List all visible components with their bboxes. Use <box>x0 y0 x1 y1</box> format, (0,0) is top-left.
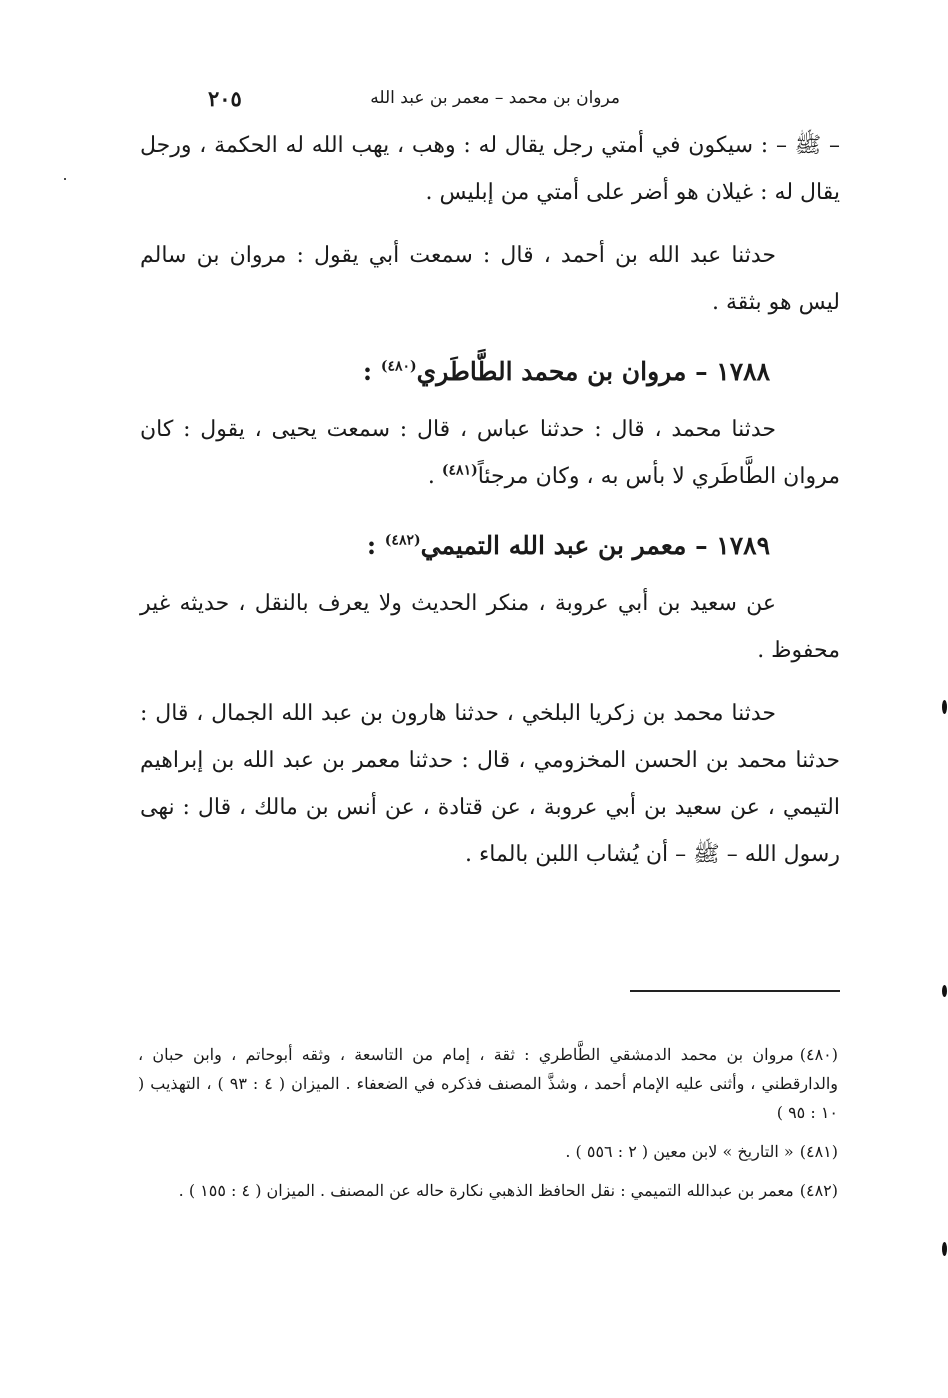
footnote-481 <box>138 1137 838 1166</box>
paragraph-hadith: حدثنا محمد بن زكريا البلخي ، حدثنا هارون بن عبد الله الجمال ، قال : حدثنا محمد بن الحسن المخزومي ، قال : حدثنا معمر بن عبد الله بن إبراهيم التيمي ، عن سعيد بن أبي عروبة ، عن قتادة ، عن أنس بن مالك ، قال : نهى رسول الله – ﷺ – أن يُشاب اللبن بالماء . <box>140 701 841 867</box>
footnote-marker: (٤٨٠) <box>799 1045 838 1064</box>
entry-heading-1789 <box>140 522 840 570</box>
entry-name: معمر بن عبد الله التميمي <box>420 531 687 560</box>
footnotes <box>138 1040 838 1215</box>
paragraph-text: حدثنا محمد ، قال : حدثنا عباس ، قال : سمعت يحيى ، يقول : كان مروان الطَّاطَري لا بأس به ، وكان مرجئاً <box>140 417 840 489</box>
footnote-480 <box>138 1040 838 1127</box>
footnote-separator <box>630 990 840 992</box>
running-title: مروان بن محمد – معمر بن عبد الله <box>370 88 620 108</box>
footnote-ref: (٤٨٠) <box>380 358 417 375</box>
entry-number: ١٧٨٨ <box>716 357 770 386</box>
scan-speck <box>64 178 66 180</box>
footnote-ref: (٤٨١) <box>441 462 478 479</box>
entry-heading-1788 <box>140 348 840 396</box>
entry-dash: – <box>695 531 708 560</box>
entry-colon: : <box>362 357 373 386</box>
scan-speck <box>942 985 947 997</box>
paragraph-narration: حدثنا عبد الله بن أحمد ، قال : سمعت أبي يقول : مروان بن سالم ليس هو بثقة . <box>140 243 840 315</box>
footnote-text: معمر بن عبدالله التميمي : نقل الحافظ الذهبي نكارة حاله عن المصنف . الميزان ( ٤ : ١٥٥ ) . <box>178 1181 794 1200</box>
page-number: ٢٠٥ <box>208 86 242 111</box>
paragraph-continuation: – ﷺ – : سيكون في أمتي رجل يقال له : وهب ، يهب الله له الحكمة ، ورجل يقال له : غيلان هو أضر على أمتي من إبليس . <box>140 133 840 205</box>
paragraph-entry-1789: عن سعيد بن أبي عروبة ، منكر الحديث ولا يعرف بالنقل ، حديثه غير محفوظ . <box>140 591 840 663</box>
scan-speck <box>942 700 947 714</box>
footnote-482 <box>138 1176 838 1205</box>
footnote-text: « التاريخ » لابن معين ( ٢ : ٥٥٦ ) . <box>565 1142 794 1161</box>
scan-speck <box>942 1242 947 1256</box>
entry-name: مروان بن محمد الطَّاطَري <box>416 357 687 386</box>
paragraph-entry-1788 <box>140 406 840 500</box>
page-header <box>140 88 840 118</box>
entry-colon: : <box>366 531 377 560</box>
footnote-text: مروان بن محمد الدمشقي الطَّاطري : ثقة ، إمام من التاسعة ، وثقه أبوحاتم ، وابن حبان ، والدارقطني ، وأثنى عليه الإمام أحمد ، وشذَّ المصنف فذكره في الضعفاء . الميزان ( ٤ : ٩٣ ) ، التهذيب ( ١٠ : ٩٥ ) <box>138 1045 839 1122</box>
main-text <box>140 122 840 878</box>
footnote-marker: (٤٨١) <box>799 1142 838 1161</box>
entry-number: ١٧٨٩ <box>716 531 770 560</box>
footnote-ref: (٤٨٢) <box>384 532 421 549</box>
paragraph-end: . <box>427 464 442 489</box>
entry-dash: – <box>695 357 708 386</box>
footnote-marker: (٤٨٢) <box>799 1181 838 1200</box>
